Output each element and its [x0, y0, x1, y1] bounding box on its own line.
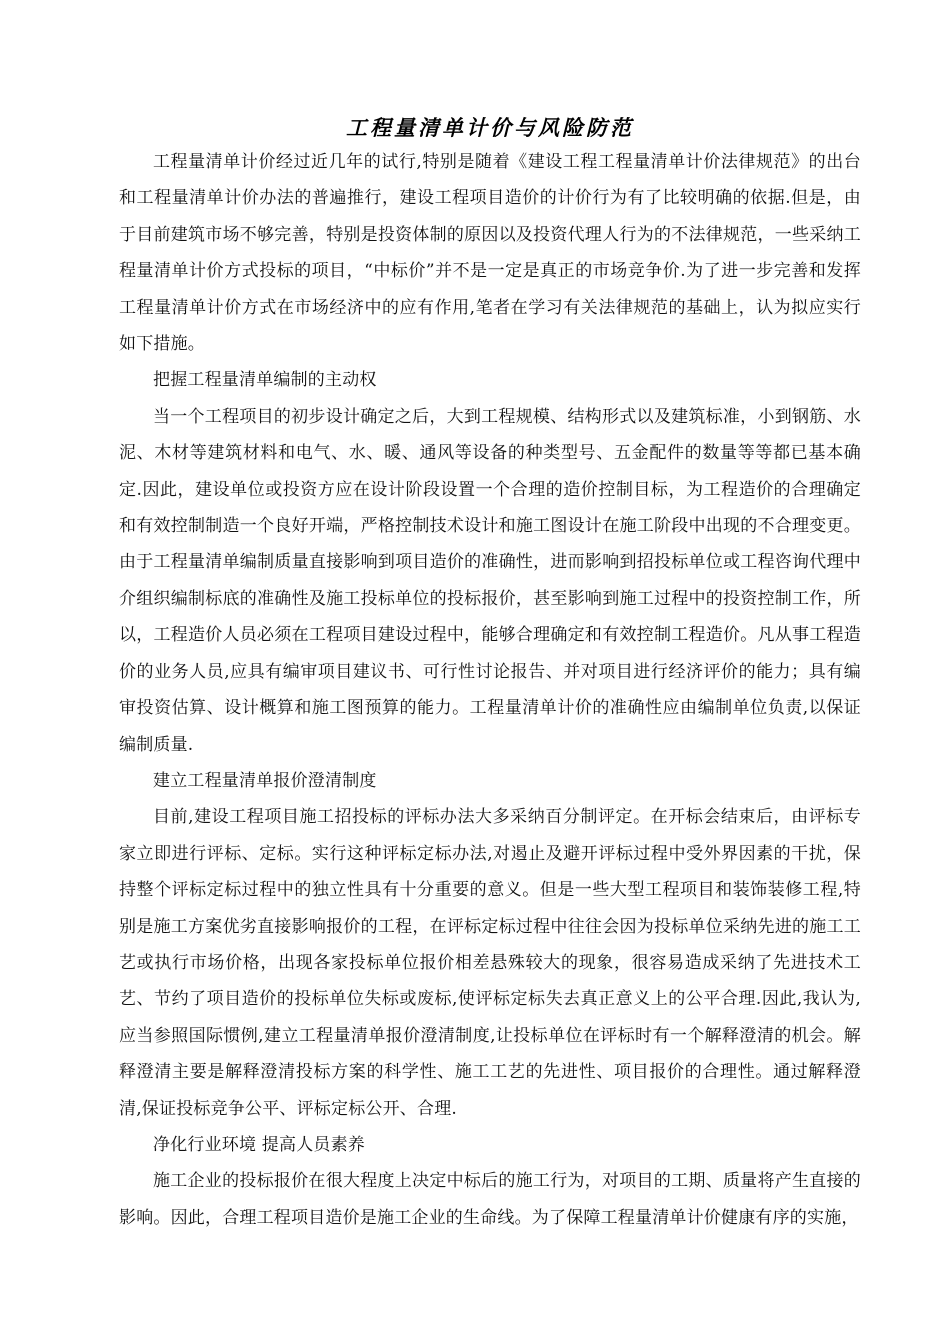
section-heading-industry-environment: 净化行业环境 提高人员素养 — [153, 1134, 366, 1155]
quote-clarification-paragraph: 目前,建设工程项目施工招投标的评标办法大多采纳百分制评定。在开标会结束后，由评标专家立即进行评标、定标。实行这种评标定标办法,对遏止及避开评标过程中受外界因素的干扰，保持整个评标定标过程中的独立性具有十分重要的意义。但是一些大型工程项目和装饰装修工程,特别是施工方案优劣直接影响报价的工程，在评标定标过程中往往会因为投标单位采纳先进的施工工艺或执行市场价格，出现各家投标单位报价相差悬殊较大的现象，很容易造成采纳了先进技术工艺、节约了项目造价的投标单位失标或废标,使评标定标失去真正意义上的公平合理.因此,我认为,应当参照国际惯例,建立工程量清单报价澄清制度,让投标单位在评标时有一个解释澄清的机会。解释澄清主要是解释澄清投标方案的科学性、施工工艺的先进性、项目报价的合理性。通过解释澄清,保证投标竞争公平、评标定标公开、合理. — [119, 807, 861, 1119]
section-heading-quote-clarification: 建立工程量清单报价澄清制度 — [153, 770, 377, 791]
section-heading-bill-preparation: 把握工程量清单编制的主动权 — [153, 370, 377, 391]
intro-paragraph: 工程量清单计价经过近几年的试行,特别是随着《建设工程工程量清单计价法律规范》的出台和工程量清单计价办法的普遍推行，建设工程项目造价的计价行为有了比较明确的依据.但是，由于目前建筑市场不够完善，特别是投资体制的原因以及投资代理人行为的不法律规范，一些采纳工程量清单计价方式投标的项目，“中标价”并不是一定是真正的市场竞争价.为了进一步完善和发挥工程量清单计价方式在市场经济中的应有作用,笔者在学习有关法律规范的基础上，认为拟应实行如下措施。 — [119, 152, 861, 355]
industry-environment-paragraph: 施工企业的投标报价在很大程度上决定中标后的施工行为，对项目的工期、质量将产生直接的影响。因此，合理工程项目造价是施工企业的生命线。为了保障工程量清单计价健康有序的实施， — [119, 1171, 861, 1228]
document-body — [119, 144, 861, 1236]
bill-preparation-paragraph: 当一个工程项目的初步设计确定之后，大到工程规模、结构形式以及建筑标准，小到钢筋、水泥、木材等建筑材料和电气、水、暖、通风等设备的种类型号、五金配件的数量等等都已基本确定.因此，建设单位或投资方应在设计阶段设置一个合理的造价控制目标，为工程造价的合理确定和有效控制制造一个良好开端，严格控制技术设计和施工图设计在施工阶段中出现的不合理变更。由于工程量清单编制质量直接影响到项目造价的准确性，进而影响到招投标单位或工程咨询代理中介组织编制标底的准确性及施工投标单位的投标报价，甚至影响到施工过程中的投资控制工作，所以，工程造价人员必须在工程项目建设过程中，能够合理确定和有效控制工程造价。凡从事工程造价的业务人员,应具有编审项目建议书、可行性讨论报告、并对项目进行经济评价的能力；具有编审投资估算、设计概算和施工图预算的能力。工程量清单计价的准确性应由编制单位负责,以保证编制质量. — [119, 406, 861, 755]
document-title: 工程量清单计价与风险防范 — [346, 116, 634, 140]
